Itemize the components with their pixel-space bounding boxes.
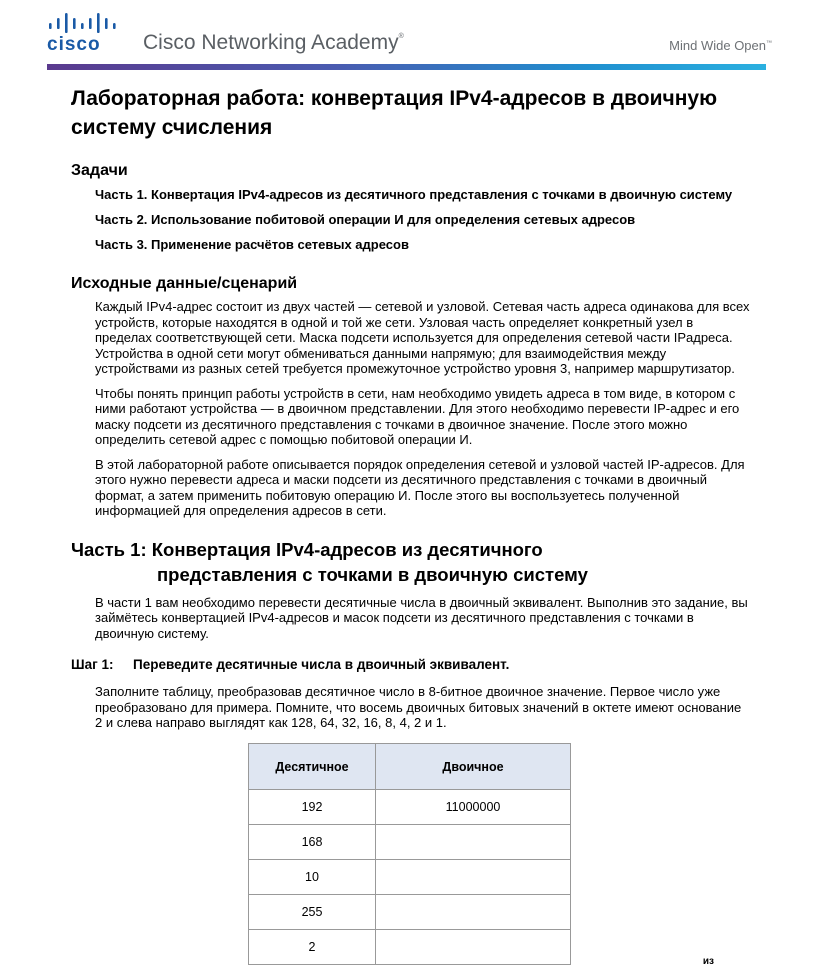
background-paragraph: Каждый IPv4-адрес состоит из двух частей — сетевой и узловой. Сетевая часть адреса одинакова для всех устройств, которые находятся в одной и той же сети. Узловая часть определяет конкретный узел в пределах соответствующей сети. Маска подсети используется для определения сетевой части IPадреса. Устройства в одной сети могут обмениваться данными напрямую; для взаимодействия между устройствами из разных сетей требуется промежуточное устройство уровня 3, например маршрутизатор. <box>95 299 750 376</box>
decimal-cell: 192 <box>249 790 376 825</box>
step-text: Заполните таблицу, преобразовав десятичное число в 8-битное двоичное значение. Первое число уже преобразовано для примера. Помните, что восемь двоичных битовых значений в октете имеют основание 2 и слева направо выглядят как 128, 64, 32, 16, 8, 4, 2 и 1. <box>95 684 742 730</box>
background-heading: Исходные данные/сценарий <box>71 275 298 292</box>
cisco-logo: cisco <box>47 34 101 55</box>
table-row <box>249 860 571 895</box>
column-header-decimal: Десятичное <box>249 744 376 790</box>
table-header-row <box>249 744 571 790</box>
decimal-cell: 255 <box>249 895 376 930</box>
cisco-bars-icon <box>48 12 118 34</box>
part1-heading: Часть 1: Конвертация IPv4-адресов из десятичного представления с точками в двоичную систему <box>71 538 588 585</box>
binary-cell[interactable] <box>376 895 571 930</box>
table-row <box>249 895 571 930</box>
decimal-cell: 10 <box>249 860 376 895</box>
binary-cell[interactable] <box>376 825 571 860</box>
decimal-cell: 2 <box>249 930 376 965</box>
binary-cell[interactable] <box>376 930 571 965</box>
background-paragraph: Чтобы понять принцип работы устройств в сети, нам необходимо увидеть адреса в том виде, в котором с ними работают устройства — в двоичном представлении. Для этого необходимо перевести IP-адрес и его маску подсети из десятичного представления с точками в двоичное значение. После этого можно определить сетевой адрес с помощью побитовой операции И. <box>95 385 740 447</box>
table-row <box>249 930 571 965</box>
background-paragraph: В этой лабораторной работе описывается порядок определения сетевой и узловой частей IP-адресов. Для этого нужно перевести адреса и маски подсети из десятичного представления с точками в двоичный формат, а затем применить побитовую операцию И. После этого вы воспользуетесь полученной информацией для определения адресов в сети. <box>95 456 745 518</box>
document-body <box>71 80 751 740</box>
step-heading: Шаг 1: Переведите десятичные числа в двоичный эквивалент. <box>71 657 510 672</box>
page-title: Лабораторная работа: конвертация IPv4-адресов в двоичную систему счисления <box>71 87 718 139</box>
header-divider <box>47 64 766 70</box>
column-header-binary: Двоичное <box>376 744 571 790</box>
decimal-cell: 168 <box>249 825 376 860</box>
page-footer: из <box>702 956 714 967</box>
binary-cell[interactable]: 11000000 <box>376 790 571 825</box>
table-row <box>249 825 571 860</box>
objective-item: Часть 3. Применение расчётов сетевых адресов <box>95 237 409 252</box>
conversion-table <box>248 743 571 965</box>
objectives-heading: Задачи <box>71 162 128 179</box>
part1-intro: В части 1 вам необходимо перевести десятичные числа в двоичный эквивалент. Выполнив это задание, вы займётесь конвертацией IPv4-адресов и масок подсети из десятичного представления с точками в двоичную систему. <box>95 594 748 641</box>
academy-title: Cisco Networking Academy® <box>143 31 404 54</box>
tagline: Mind Wide Open™ <box>669 38 772 53</box>
objective-item: Часть 2. Использование побитовой операции И для определения сетевых адресов <box>95 212 636 227</box>
objective-item: Часть 1. Конвертация IPv4-адресов из десятичного представления с точками в двоичную систему <box>95 187 733 202</box>
binary-cell[interactable] <box>376 860 571 895</box>
table-row <box>249 790 571 825</box>
page-header <box>0 0 816 72</box>
